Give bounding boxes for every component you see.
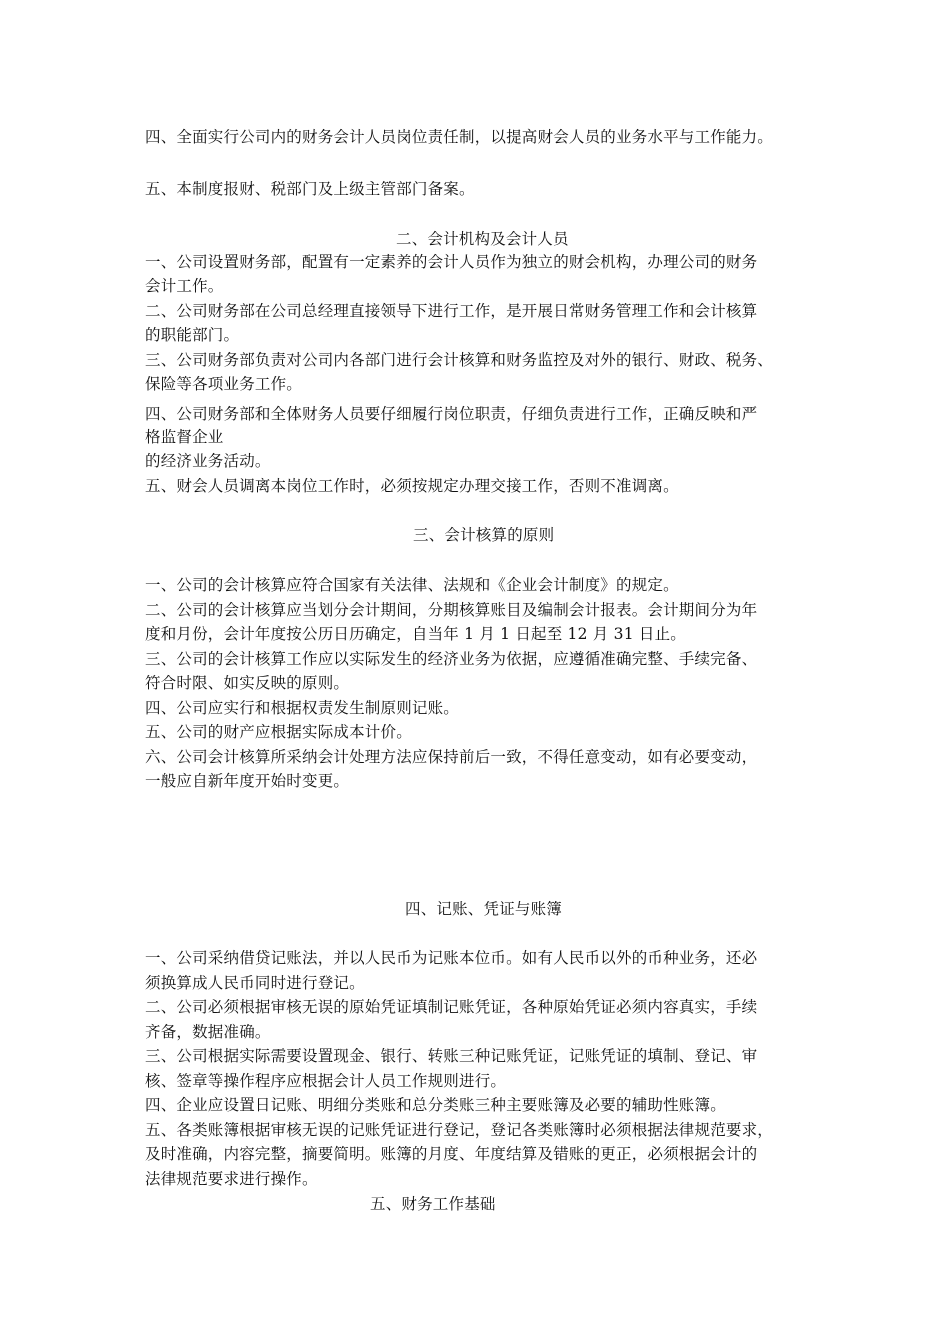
section-2-line: 四、公司财务部和全体财务人员要仔细履行岗位职责，仔细负责进行工作，正确反映和严 xyxy=(145,405,758,423)
section-3-line: 符合时限、如实反映的原则。 xyxy=(145,674,350,692)
intro-line-1: 四、全面实行公司内的财务会计人员岗位责任制，以提高财会人员的业务水平与工作能力。 xyxy=(145,128,774,146)
section-4-line: 核、签章等操作程序应根据会计人员工作规则进行。 xyxy=(145,1072,507,1090)
section-2-line: 会计工作。 xyxy=(145,277,224,295)
section-5-heading: 五、财务工作基础 xyxy=(370,1195,496,1213)
section-2-line: 五、财会人员调离本岗位工作时，必须按规定办理交接工作，否则不准调离。 xyxy=(145,477,679,495)
section-2-line: 三、公司财务部负责对公司内各部门进行会计核算和财务监控及对外的银行、财政、税务、 xyxy=(145,351,774,369)
section-2-line: 保险等各项业务工作。 xyxy=(145,375,303,393)
section-4-heading: 四、记账、凭证与账簿 xyxy=(405,900,563,918)
section-2-line: 的职能部门。 xyxy=(145,326,240,344)
section-4-line: 须换算成人民币同时进行登记。 xyxy=(145,974,365,992)
section-3-line: 二、公司的会计核算应当划分会计期间，分期核算账目及编制会计报表。会计期间分为年 xyxy=(145,601,758,619)
section-2-line: 二、公司财务部在公司总经理直接领导下进行工作，是开展日常财务管理工作和会计核算 xyxy=(145,302,758,320)
section-3-line: 一般应自新年度开始时变更。 xyxy=(145,772,350,790)
section-2-line: 格监督企业 xyxy=(145,428,224,446)
section-3-line: 度和月份，会计年度按公历日历确定，自当年 1 月 1 日起至 12 月 31 日止。 xyxy=(145,625,686,643)
section-4-line: 三、公司根据实际需要设置现金、银行、转账三种记账凭证，记账凭证的填制、登记、审 xyxy=(145,1047,758,1065)
section-4-line: 四、企业应设置日记账、明细分类账和总分类账三种主要账簿及必要的辅助性账簿。 xyxy=(145,1096,726,1114)
section-2-line: 一、公司设置财务部，配置有一定素养的会计人员作为独立的财会机构，办理公司的财务 xyxy=(145,253,758,271)
section-4-line: 及时准确，内容完整，摘要简明。账簿的月度、年度结算及错账的更正，必须根据会计的 xyxy=(145,1145,758,1163)
section-3-line: 三、公司的会计核算工作应以实际发生的经济业务为依据，应遵循准确完整、手续完备、 xyxy=(145,650,758,668)
section-3-line: 六、公司会计核算所采纳会计处理方法应保持前后一致，不得任意变动，如有必要变动， xyxy=(145,748,758,766)
section-3-heading: 三、会计核算的原则 xyxy=(413,526,555,544)
section-4-line: 法律规范要求进行操作。 xyxy=(145,1170,318,1188)
section-3-line: 五、公司的财产应根据实际成本计价。 xyxy=(145,723,412,741)
section-4-line: 齐备，数据准确。 xyxy=(145,1023,271,1041)
section-3-line: 四、公司应实行和根据权责发生制原则记账。 xyxy=(145,699,460,717)
section-3-line: 一、公司的会计核算应符合国家有关法律、法规和《企业会计制度》的规定。 xyxy=(145,576,679,594)
section-2-heading: 二、会计机构及会计人员 xyxy=(396,230,569,248)
section-4-line: 五、各类账簿根据审核无误的记账凭证进行登记，登记各类账簿时必须根据法律规范要求， xyxy=(145,1121,774,1139)
section-4-line: 一、公司采纳借贷记账法，并以人民币为记账本位币。如有人民币以外的币种业务，还必 xyxy=(145,949,758,967)
section-2-line: 的经济业务活动。 xyxy=(145,452,271,470)
intro-line-2: 五、本制度报财、税部门及上级主管部门备案。 xyxy=(145,180,475,198)
section-4-line: 二、公司必须根据审核无误的原始凭证填制记账凭证，各种原始凭证必须内容真实，手续 xyxy=(145,998,758,1016)
